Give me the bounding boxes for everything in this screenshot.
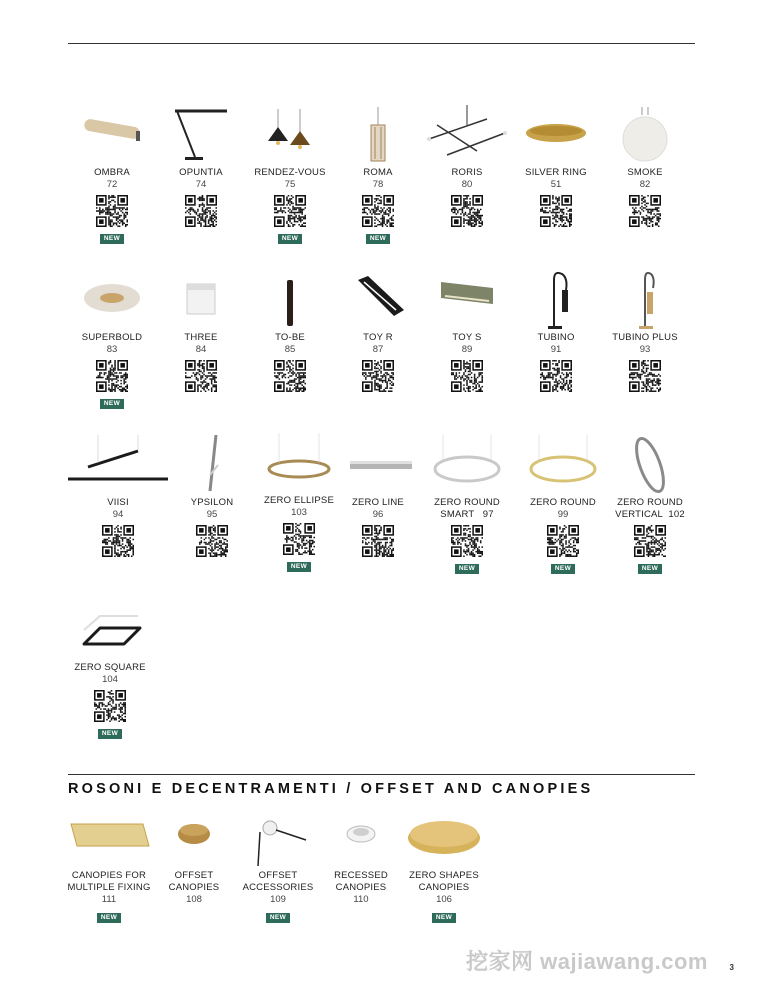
product-ypsilon[interactable] xyxy=(162,435,262,557)
product-page: 85 xyxy=(284,344,296,355)
new-badge: NEW xyxy=(100,399,124,409)
product-name: RECESSED CANOPIES xyxy=(334,870,388,893)
product-page: 111 xyxy=(101,894,117,905)
product-name: ZERO LINE xyxy=(352,497,404,508)
product-page: 74 xyxy=(195,179,207,190)
product-tubino-plus[interactable] xyxy=(595,270,695,392)
product-ombra[interactable] xyxy=(62,105,162,245)
product-page: 93 xyxy=(639,344,651,355)
toy-r-wall-icon xyxy=(328,270,428,332)
product-name: ZERO SQUARE xyxy=(74,662,146,673)
tubino-plus-lamp-icon xyxy=(595,270,695,332)
product-page: 110 xyxy=(353,894,369,905)
product-opuntia[interactable] xyxy=(151,105,251,227)
product-to-be[interactable] xyxy=(240,270,340,392)
new-badge: NEW xyxy=(266,913,290,923)
roris-chandelier-icon xyxy=(417,105,517,167)
product-name: YPSILON xyxy=(190,497,234,508)
product-page: 87 xyxy=(372,344,384,355)
silver-ring-icon xyxy=(506,105,606,167)
product-name: CANOPIES FOR MULTIPLE FIXING xyxy=(67,870,151,893)
new-badge: NEW xyxy=(98,729,122,739)
new-badge: NEW xyxy=(366,234,390,244)
product-name: TUBINO PLUS xyxy=(612,332,678,343)
qr-code[interactable] xyxy=(102,525,134,557)
product-name: TOY S xyxy=(452,332,482,343)
product-page: 95 xyxy=(206,509,218,520)
opuntia-desk-lamp-icon xyxy=(151,105,251,167)
ombra-lamp-icon xyxy=(62,105,162,167)
product-smoke[interactable] xyxy=(595,105,695,227)
product-page: 75 xyxy=(284,179,296,190)
zero-shapes-canopy-icon xyxy=(394,810,494,870)
product-zero-round-vertical[interactable] xyxy=(600,435,700,575)
product-page: 51 xyxy=(550,179,562,190)
qr-code[interactable] xyxy=(451,360,483,392)
canopy-zero-shapes[interactable] xyxy=(394,810,494,924)
section-rule xyxy=(68,774,695,775)
qr-code[interactable] xyxy=(185,360,217,392)
toy-s-wall-icon xyxy=(417,270,517,332)
qr-code[interactable] xyxy=(274,360,306,392)
product-name: SMOKE xyxy=(627,167,663,178)
product-zero-round[interactable] xyxy=(513,435,613,575)
to-be-tube-icon xyxy=(240,270,340,332)
product-name: ZERO SHAPES CANOPIES xyxy=(409,870,479,893)
qr-code[interactable] xyxy=(629,195,661,227)
ypsilon-lamp-icon xyxy=(162,435,262,497)
product-zero-square[interactable] xyxy=(60,600,160,740)
product-page: 72 xyxy=(106,179,118,190)
product-name: OPUNTIA xyxy=(179,167,223,178)
product-tubino[interactable] xyxy=(506,270,606,392)
new-badge: NEW xyxy=(100,234,124,244)
product-name: RENDEZ-VOUS xyxy=(254,167,326,178)
product-three[interactable] xyxy=(151,270,251,392)
product-name: OMBRA xyxy=(94,167,130,178)
product-page: 83 xyxy=(106,344,118,355)
product-toy-s[interactable] xyxy=(417,270,517,392)
product-name: THREE xyxy=(184,332,218,343)
qr-code[interactable] xyxy=(362,195,394,227)
product-name: RORIS xyxy=(451,167,483,178)
product-page: 84 xyxy=(195,344,207,355)
product-page: 106 xyxy=(436,894,452,905)
qr-code[interactable] xyxy=(547,525,579,557)
new-badge: NEW xyxy=(432,913,456,923)
product-page: 80 xyxy=(461,179,473,190)
new-badge: NEW xyxy=(97,913,121,923)
product-page: 82 xyxy=(639,179,651,190)
product-name: ZERO ROUND SMART 97 xyxy=(434,497,500,520)
smoke-globe-icon xyxy=(595,105,695,167)
superbold-ceiling-icon xyxy=(62,270,162,332)
product-name: ZERO ELLIPSE xyxy=(264,495,334,506)
tubino-lamp-icon xyxy=(506,270,606,332)
product-name: ZERO ROUND xyxy=(530,497,596,508)
product-page: 104 xyxy=(102,674,118,685)
page-number: 3 xyxy=(729,963,734,972)
product-name: VIISI xyxy=(107,497,129,508)
product-page: 94 xyxy=(112,509,124,520)
section-title: ROSONI E DECENTRAMENTI / OFFSET AND CANOPIES xyxy=(68,781,594,797)
qr-code[interactable] xyxy=(96,360,128,392)
product-rendez-vous[interactable] xyxy=(240,105,340,245)
product-name: TOY R xyxy=(363,332,393,343)
new-badge: NEW xyxy=(278,234,302,244)
product-superbold[interactable] xyxy=(62,270,162,410)
qr-code[interactable] xyxy=(274,195,306,227)
product-toy-r[interactable] xyxy=(328,270,428,392)
product-name: ZERO ROUND VERTICAL 102 xyxy=(615,497,685,520)
product-name: SILVER RING xyxy=(525,167,587,178)
product-name: SUPERBOLD xyxy=(81,332,143,343)
qr-code[interactable] xyxy=(629,360,661,392)
product-zero-line[interactable] xyxy=(328,435,428,557)
viisi-linear-icon xyxy=(68,435,168,497)
qr-code[interactable] xyxy=(94,690,126,722)
zero-round-vertical-icon xyxy=(600,435,700,497)
product-page: 96 xyxy=(372,509,384,520)
product-page: 91 xyxy=(550,344,562,355)
top-rule xyxy=(68,43,695,44)
product-zero-round-smart[interactable] xyxy=(417,435,517,575)
zero-square-icon xyxy=(60,600,160,662)
product-silver-ring[interactable] xyxy=(506,105,606,227)
qr-code[interactable] xyxy=(362,525,394,557)
qr-code[interactable] xyxy=(540,195,572,227)
new-badge: NEW xyxy=(638,564,662,574)
zero-line-icon xyxy=(328,435,428,497)
qr-code[interactable] xyxy=(283,523,315,555)
roma-pendant-icon xyxy=(328,105,428,167)
product-name: TUBINO xyxy=(537,332,575,343)
new-badge: NEW xyxy=(551,564,575,574)
watermark-text: 挖家网 wajiawang.com xyxy=(466,949,708,974)
product-roma[interactable] xyxy=(328,105,428,245)
product-viisi[interactable] xyxy=(68,435,168,557)
qr-code[interactable] xyxy=(362,360,394,392)
zero-round-icon xyxy=(513,435,613,497)
qr-code[interactable] xyxy=(451,195,483,227)
new-badge: NEW xyxy=(287,562,311,572)
zero-round-smart-icon xyxy=(417,435,517,497)
product-name: OFFSET ACCESSORIES xyxy=(242,870,314,893)
product-roris[interactable] xyxy=(417,105,517,227)
product-name: TO-BE xyxy=(275,332,305,343)
product-page: 109 xyxy=(270,894,286,905)
qr-code[interactable] xyxy=(634,525,666,557)
rendez-vous-pendant-icon xyxy=(240,105,340,167)
product-page: 89 xyxy=(461,344,473,355)
qr-code[interactable] xyxy=(96,195,128,227)
qr-code[interactable] xyxy=(196,525,228,557)
product-name: ROMA xyxy=(363,167,393,178)
qr-code[interactable] xyxy=(540,360,572,392)
product-page: 78 xyxy=(372,179,384,190)
product-page: 103 xyxy=(291,507,307,518)
qr-code[interactable] xyxy=(185,195,217,227)
product-page: 99 xyxy=(557,509,569,520)
new-badge: NEW xyxy=(455,564,479,574)
product-page: 108 xyxy=(186,894,202,905)
three-cube-icon xyxy=(151,270,251,332)
qr-code[interactable] xyxy=(451,525,483,557)
product-name: OFFSET CANOPIES xyxy=(168,870,220,893)
